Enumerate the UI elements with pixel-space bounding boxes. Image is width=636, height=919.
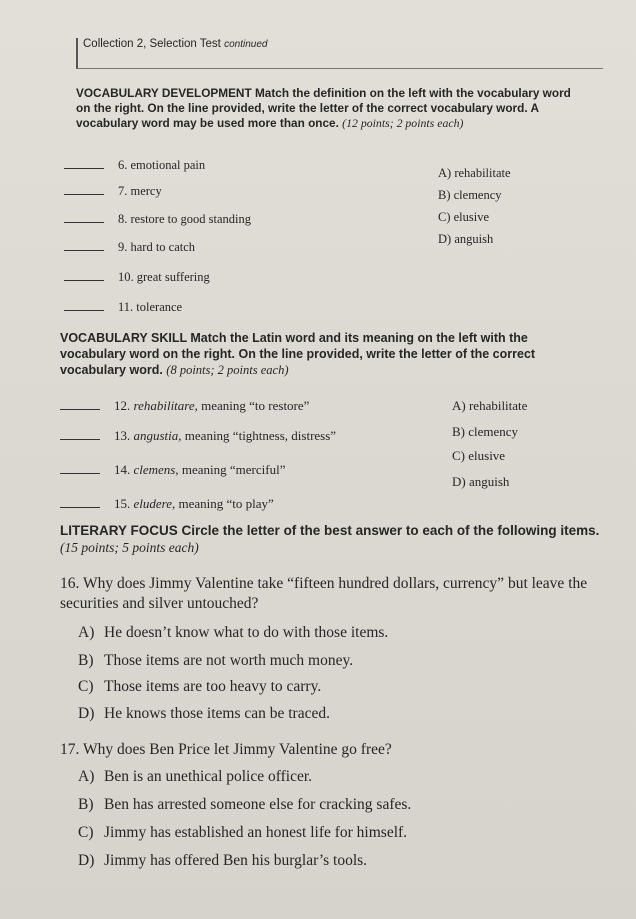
- vocab-dev-text: Match the definition on the left with the vocabulary word on the right. On the line provided, write the letter of the correct vocabulary word. A vocabulary word may be used more than once.: [76, 86, 571, 131]
- vocab-skill-item: [60, 428, 336, 444]
- vocab-dev-instructions: [76, 86, 576, 131]
- question-17: [60, 740, 626, 760]
- vocab-dev-option: A) rehabilitate: [438, 166, 511, 180]
- question-number: 17.: [60, 741, 80, 758]
- answer-blank[interactable]: [64, 310, 104, 311]
- vocab-dev-item: [64, 270, 210, 285]
- question-text: Why does Ben Price let Jimmy Valentine go free?: [82, 741, 392, 758]
- answer-option[interactable]: [78, 652, 353, 670]
- answer-text: Ben is an unethical police officer.: [104, 768, 313, 785]
- answer-option[interactable]: [78, 852, 367, 870]
- item-text: 10. great suffering: [118, 270, 210, 284]
- vocab-dev-item: [64, 158, 205, 173]
- vocab-dev-item: [64, 184, 162, 199]
- item-text: 7. mercy: [118, 184, 162, 198]
- answer-option[interactable]: [78, 824, 407, 842]
- vocab-skill-option: C) elusive: [452, 448, 506, 463]
- latin-word: clemens: [133, 462, 176, 477]
- item-number: 12.: [114, 398, 131, 413]
- vocab-skill-instructions: [60, 330, 580, 378]
- vocab-dev-item: [64, 240, 195, 255]
- answer-text: He doesn’t know what to do with those items.: [104, 624, 389, 641]
- answer-text: He knows those items can be traced.: [104, 705, 330, 722]
- literary-text: Circle the letter of the best answer to each of the following items.: [181, 523, 600, 538]
- vocab-dev-heading: VOCABULARY DEVELOPMENT: [76, 86, 252, 100]
- answer-letter: A): [78, 624, 95, 641]
- vocab-skill-item: [60, 462, 285, 478]
- question-number: 16.: [60, 575, 80, 592]
- literary-focus-instructions: [60, 522, 620, 557]
- latin-meaning: , meaning “to play”: [172, 496, 274, 511]
- item-text: 6. emotional pain: [118, 158, 206, 172]
- vocab-skill-item: [60, 398, 309, 414]
- latin-word: rehabilitare: [133, 398, 195, 413]
- vocab-dev-option: C) elusive: [438, 210, 490, 224]
- item-text: 11. tolerance: [118, 300, 183, 314]
- answer-letter: D): [78, 705, 95, 722]
- vocab-skill-text: Match the Latin word and its meaning on the left with the vocabulary word on the right. On the line provided, write the letter of the correct vocabulary word.: [60, 331, 536, 377]
- item-text: 9. hard to catch: [118, 240, 196, 254]
- question-text: Why does Jimmy Valentine take “fifteen hundred dollars, currency” but leave the securities and silver untouched?: [60, 575, 588, 613]
- vocab-skill-points: (8 points; 2 points each): [166, 363, 289, 377]
- latin-meaning: , meaning “to restore”: [194, 398, 310, 413]
- answer-text: Jimmy has offered Ben his burglar’s tools.: [104, 852, 368, 869]
- latin-meaning: , meaning “merciful”: [175, 462, 286, 477]
- answer-text: Jimmy has established an honest life for himself.: [104, 824, 408, 841]
- answer-letter: C): [78, 678, 94, 695]
- header-title: Collection 2, Selection Test: [83, 38, 221, 50]
- answer-text: Those items are not worth much money.: [104, 652, 354, 669]
- vocab-skill-option: D) anguish: [452, 474, 510, 489]
- answer-letter: D): [78, 852, 95, 869]
- page-header: [76, 38, 603, 69]
- answer-blank[interactable]: [64, 222, 104, 223]
- answer-option[interactable]: [78, 705, 330, 723]
- answer-text: Ben has arrested someone else for cracking safes.: [104, 796, 412, 813]
- latin-word: angustia: [133, 428, 179, 443]
- vocab-dev-item: [64, 212, 251, 227]
- vocab-dev-option: D) anguish: [438, 232, 494, 246]
- answer-blank[interactable]: [60, 473, 100, 474]
- answer-blank[interactable]: [64, 194, 104, 195]
- answer-blank[interactable]: [60, 507, 100, 508]
- vocab-dev-option: B) clemency: [438, 188, 502, 202]
- answer-option[interactable]: [78, 796, 411, 814]
- answer-letter: A): [78, 768, 95, 785]
- literary-heading: LITERARY FOCUS: [60, 523, 178, 538]
- item-text: 8. restore to good standing: [118, 212, 251, 226]
- header-continued: continued: [224, 39, 268, 50]
- vocab-dev-points: (12 points; 2 points each): [342, 116, 464, 131]
- answer-blank[interactable]: [64, 250, 104, 251]
- answer-letter: B): [78, 652, 94, 669]
- vocab-skill-heading: VOCABULARY SKILL: [60, 331, 187, 345]
- vocab-dev-item: [64, 300, 182, 315]
- answer-blank[interactable]: [64, 168, 104, 169]
- item-number: 14.: [114, 462, 131, 477]
- answer-option[interactable]: [78, 768, 312, 786]
- answer-option[interactable]: [78, 624, 388, 642]
- answer-blank[interactable]: [64, 280, 104, 281]
- vocab-skill-item: [60, 496, 274, 512]
- vocab-skill-option: A) rehabilitate: [452, 398, 528, 413]
- item-number: 15.: [114, 496, 131, 511]
- answer-letter: B): [78, 796, 94, 813]
- answer-option[interactable]: [78, 678, 321, 696]
- latin-word: eludere: [133, 496, 172, 511]
- question-16: [60, 574, 626, 615]
- answer-blank[interactable]: [60, 439, 100, 440]
- answer-blank[interactable]: [60, 409, 100, 410]
- answer-text: Those items are too heavy to carry.: [104, 678, 322, 695]
- vocab-skill-option: B) clemency: [452, 424, 519, 439]
- literary-points: (15 points; 5 points each): [60, 540, 199, 556]
- item-number: 13.: [114, 428, 131, 443]
- latin-meaning: , meaning “tightness, distress”: [178, 428, 337, 443]
- answer-letter: C): [78, 824, 94, 841]
